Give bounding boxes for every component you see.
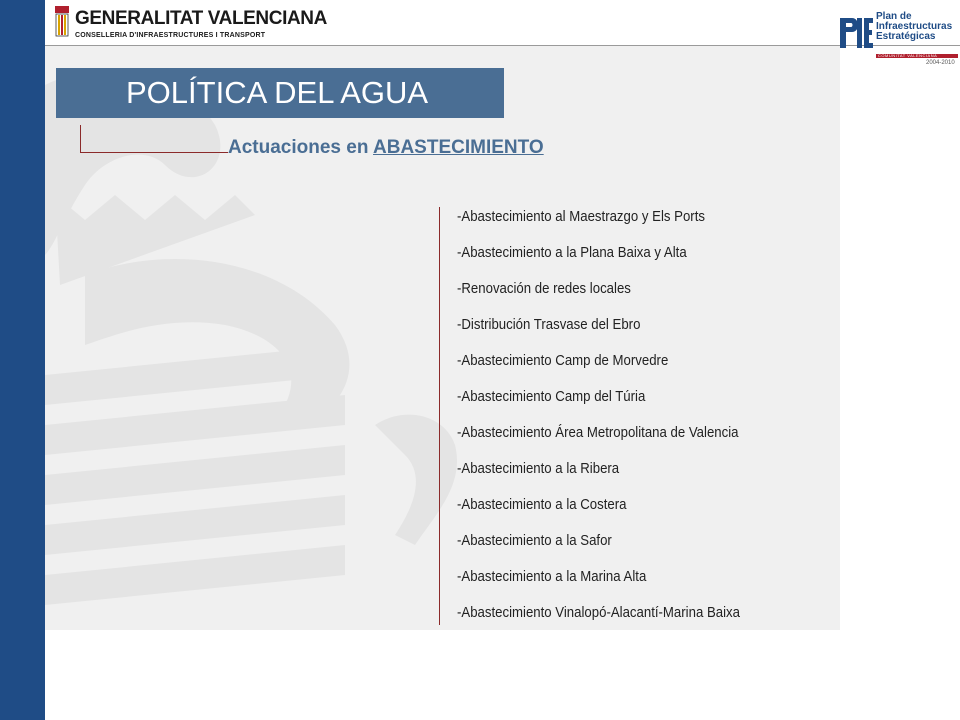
left-sidebar-bar [0,0,45,720]
actuaciones-list [457,208,779,640]
list-item: -Abastecimiento al Maestrazgo y Els Ports [457,208,705,225]
list-item: -Renovación de redes locales [457,280,631,297]
bracket-horizontal-line [80,152,228,153]
slide-title-box [56,68,504,118]
subtitle-prefix: Actuaciones en [228,137,369,158]
list-item: -Abastecimiento a la Safor [457,532,612,549]
generalitat-emblem-icon [55,6,69,40]
list-item: -Abastecimiento Camp de Morvedre [457,352,669,369]
generalitat-valenciana-logo [55,6,327,42]
list-divider-line [439,207,440,625]
generalitat-title: GENERALITAT VALENCIANA [75,8,327,29]
list-item: -Abastecimiento a la Ribera [457,460,620,477]
bracket-vertical-line [80,125,81,153]
pie-logo-line: Plan de [876,11,912,22]
slide-title: POLÍTICA DEL AGUA [126,75,429,110]
list-item: -Distribución Trasvase del Ebro [457,316,641,333]
abastecimiento-link[interactable]: ABASTECIMIENTO [373,137,544,158]
pie-logo-line: Infraestructuras [876,21,953,32]
list-item: -Abastecimiento Área Metropolitana de Valencia [457,424,739,441]
slide-subtitle [228,137,544,159]
pie-logo-band-text: COMUNITAT VALENCIANA [878,53,938,58]
list-item: -Abastecimiento a la Marina Alta [457,568,647,585]
pie-logo-line: Estratégicas [876,31,936,42]
header-divider [45,45,960,46]
list-item: -Abastecimiento a la Plana Baixa y Alta [457,244,687,261]
list-item: -Abastecimiento Vinalopó-Alacantí-Marina Baixa [457,604,740,621]
pie-logo [838,12,960,66]
list-item: -Abastecimiento a la Costera [457,496,627,513]
list-item: -Abastecimiento Camp del Túria [457,388,646,405]
pie-logo-years: 2004-2010 [926,60,955,66]
pie-letters-icon [838,14,874,50]
pie-logo-text [876,12,952,42]
conselleria-subtitle: CONSELLERIA D'INFRAESTRUCTURES I TRANSPORT [75,32,266,39]
